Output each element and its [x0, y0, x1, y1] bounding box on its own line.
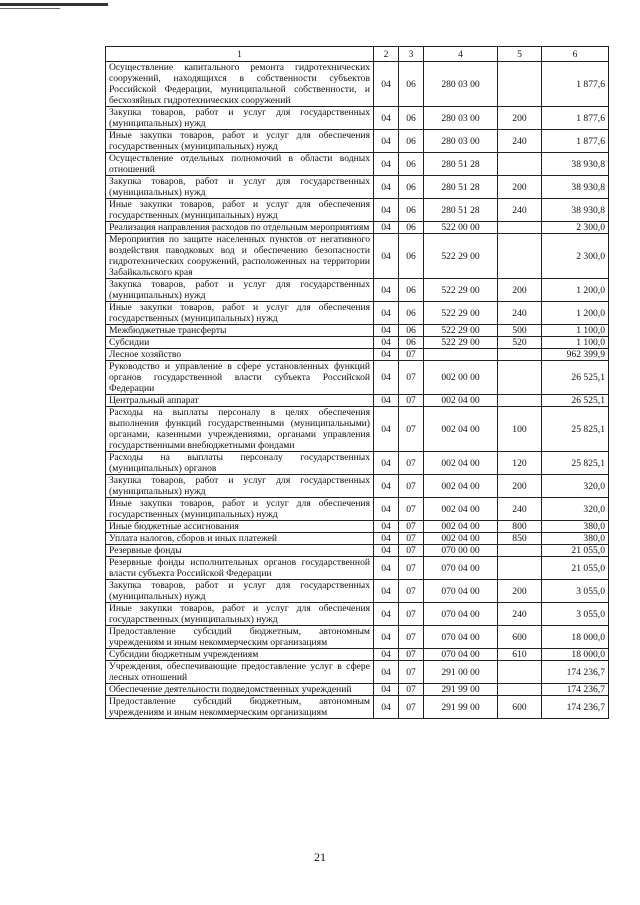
row-target-article: 002 04 00: [424, 407, 498, 452]
row-expense-type: 200: [498, 580, 542, 603]
row-expense-type: [498, 153, 542, 176]
row-name: Осуществление отдельных полномочий в области водных отношений: [106, 153, 374, 176]
row-name: Обеспечение деятельности подведомственных учреждений: [106, 684, 374, 696]
row-subsection: 07: [399, 475, 424, 498]
row-expense-type: 100: [498, 407, 542, 452]
row-target-article: 002 04 00: [424, 521, 498, 533]
table-row: [106, 176, 609, 199]
row-section: 04: [374, 696, 399, 719]
row-section: 04: [374, 107, 399, 130]
row-name: Расходы на выплаты персоналу в целях обеспечения выполнения функций государственными (муниципальными) органами, казенными учреждениями, органами управления государственными внебюджетными фондами: [106, 407, 374, 452]
row-expense-type: 200: [498, 279, 542, 302]
row-subsection: 07: [399, 521, 424, 533]
row-expense-type: [498, 395, 542, 407]
row-target-article: 522 29 00: [424, 234, 498, 279]
row-name: Субсидии бюджетным учреждениям: [106, 649, 374, 661]
row-amount: 26 525,1: [542, 395, 609, 407]
row-subsection: 07: [399, 557, 424, 580]
row-subsection: 07: [399, 498, 424, 521]
row-target-article: 070 04 00: [424, 626, 498, 649]
row-target-article: 002 04 00: [424, 395, 498, 407]
row-target-article: 280 51 28: [424, 153, 498, 176]
table-row: [106, 407, 609, 452]
row-expense-type: 200: [498, 176, 542, 199]
row-target-article: 070 00 00: [424, 545, 498, 557]
table-row: [106, 153, 609, 176]
row-subsection: 07: [399, 696, 424, 719]
row-name: Иные закупки товаров, работ и услуг для обеспечения государственных (муниципальных) нужд: [106, 199, 374, 222]
row-section: 04: [374, 626, 399, 649]
row-target-article: 002 04 00: [424, 452, 498, 475]
header-col-1: 1: [106, 47, 374, 62]
row-target-article: 522 29 00: [424, 325, 498, 337]
row-expense-type: [498, 557, 542, 580]
header-row: [106, 47, 609, 62]
row-subsection: 07: [399, 684, 424, 696]
row-section: 04: [374, 62, 399, 107]
row-subsection: 06: [399, 107, 424, 130]
row-target-article: 291 99 00: [424, 696, 498, 719]
row-subsection: 06: [399, 325, 424, 337]
table-row: [106, 199, 609, 222]
row-target-article: 070 04 00: [424, 580, 498, 603]
row-target-article: 280 03 00: [424, 130, 498, 153]
row-section: 04: [374, 349, 399, 361]
row-subsection: 06: [399, 279, 424, 302]
row-name: Иные закупки товаров, работ и услуг для обеспечения государственных (муниципальных) нужд: [106, 498, 374, 521]
table-row: [106, 545, 609, 557]
row-amount: 2 300,0: [542, 234, 609, 279]
row-name: Межбюджетные трансферты: [106, 325, 374, 337]
row-name: Предоставление субсидий бюджетным, автономным учреждениям и иным некоммерческим организациям: [106, 626, 374, 649]
row-subsection: 07: [399, 395, 424, 407]
row-section: 04: [374, 521, 399, 533]
row-name: Субсидии: [106, 337, 374, 349]
row-expense-type: [498, 234, 542, 279]
row-name: Руководство и управление в сфере установленных функций органов государственной власти субъекта Российской Федерации: [106, 361, 374, 395]
row-target-article: 002 04 00: [424, 475, 498, 498]
row-amount: 962 399,9: [542, 349, 609, 361]
row-name: Закупка товаров, работ и услуг для государственных (муниципальных) нужд: [106, 107, 374, 130]
row-name: Предоставление субсидий бюджетным, автономным учреждениям и иным некоммерческим организациям: [106, 696, 374, 719]
row-name: Закупка товаров, работ и услуг для государственных (муниципальных) нужд: [106, 475, 374, 498]
row-amount: 38 930,8: [542, 176, 609, 199]
row-amount: 1 200,0: [542, 279, 609, 302]
table-row: [106, 626, 609, 649]
row-expense-type: [498, 361, 542, 395]
row-subsection: 06: [399, 130, 424, 153]
row-amount: 25 825,1: [542, 407, 609, 452]
table-row: [106, 533, 609, 545]
table-row: [106, 325, 609, 337]
row-subsection: 07: [399, 349, 424, 361]
table-row: [106, 452, 609, 475]
row-expense-type: 600: [498, 626, 542, 649]
table-row: [106, 649, 609, 661]
row-target-article: 522 29 00: [424, 279, 498, 302]
row-amount: 380,0: [542, 521, 609, 533]
row-subsection: 07: [399, 545, 424, 557]
row-amount: 21 055,0: [542, 545, 609, 557]
row-subsection: 07: [399, 580, 424, 603]
row-amount: 1 100,0: [542, 325, 609, 337]
row-subsection: 07: [399, 407, 424, 452]
row-name: Закупка товаров, работ и услуг для государственных (муниципальных) нужд: [106, 580, 374, 603]
row-section: 04: [374, 661, 399, 684]
row-name: Иные бюджетные ассигнования: [106, 521, 374, 533]
table-row: [106, 234, 609, 279]
top-rule-thin: [0, 8, 60, 9]
row-expense-type: 600: [498, 696, 542, 719]
row-section: 04: [374, 337, 399, 349]
table-row: [106, 603, 609, 626]
row-amount: 18 000,0: [542, 649, 609, 661]
row-amount: 25 825,1: [542, 452, 609, 475]
row-expense-type: [498, 62, 542, 107]
row-name: Уплата налогов, сборов и иных платежей: [106, 533, 374, 545]
row-target-article: 522 00 00: [424, 222, 498, 234]
row-expense-type: 240: [498, 130, 542, 153]
table-row: [106, 337, 609, 349]
row-amount: 320,0: [542, 498, 609, 521]
row-expense-type: [498, 545, 542, 557]
header-col-2: 2: [374, 47, 399, 62]
row-section: 04: [374, 325, 399, 337]
table-row: [106, 62, 609, 107]
row-subsection: 07: [399, 533, 424, 545]
row-target-article: 291 00 00: [424, 661, 498, 684]
row-name: Закупка товаров, работ и услуг для государственных (муниципальных) нужд: [106, 279, 374, 302]
row-amount: 38 930,8: [542, 199, 609, 222]
page-number: 21: [314, 850, 326, 864]
row-amount: 3 055,0: [542, 603, 609, 626]
header-col-4: 4: [424, 47, 498, 62]
row-expense-type: 240: [498, 302, 542, 325]
row-subsection: 06: [399, 234, 424, 279]
row-amount: 18 000,0: [542, 626, 609, 649]
row-subsection: 07: [399, 626, 424, 649]
row-amount: 3 055,0: [542, 580, 609, 603]
row-subsection: 07: [399, 603, 424, 626]
row-amount: 174 236,7: [542, 684, 609, 696]
row-section: 04: [374, 176, 399, 199]
row-subsection: 07: [399, 661, 424, 684]
row-section: 04: [374, 395, 399, 407]
row-section: 04: [374, 407, 399, 452]
row-target-article: 002 00 00: [424, 361, 498, 395]
row-subsection: 06: [399, 62, 424, 107]
row-subsection: 06: [399, 176, 424, 199]
row-expense-type: 120: [498, 452, 542, 475]
row-name: Центральный аппарат: [106, 395, 374, 407]
row-target-article: 522 29 00: [424, 302, 498, 325]
table-row: [106, 661, 609, 684]
row-expense-type: 240: [498, 498, 542, 521]
row-expense-type: 240: [498, 603, 542, 626]
row-amount: 2 300,0: [542, 222, 609, 234]
row-name: Иные закупки товаров, работ и услуг для обеспечения государственных (муниципальных) нужд: [106, 302, 374, 325]
row-name: Резервные фонды: [106, 545, 374, 557]
row-amount: 1 877,6: [542, 107, 609, 130]
row-section: 04: [374, 557, 399, 580]
row-amount: 1 877,6: [542, 62, 609, 107]
row-target-article: 280 51 28: [424, 176, 498, 199]
row-section: 04: [374, 222, 399, 234]
table-row: [106, 130, 609, 153]
table-row: [106, 521, 609, 533]
row-subsection: 07: [399, 361, 424, 395]
row-expense-type: 610: [498, 649, 542, 661]
row-section: 04: [374, 153, 399, 176]
row-section: 04: [374, 603, 399, 626]
row-expense-type: 850: [498, 533, 542, 545]
row-target-article: 280 51 28: [424, 199, 498, 222]
table-row: [106, 222, 609, 234]
row-amount: 21 055,0: [542, 557, 609, 580]
row-target-article: 070 04 00: [424, 557, 498, 580]
row-amount: 380,0: [542, 533, 609, 545]
row-subsection: 07: [399, 452, 424, 475]
row-expense-type: 200: [498, 475, 542, 498]
row-section: 04: [374, 498, 399, 521]
row-name: Мероприятия по защите населенных пунктов от негативного воздействия паводковых вод и обеспечению безопасности гидротехнических сооружений, расположенных на территории Забайкальского края: [106, 234, 374, 279]
header-col-6: 6: [542, 47, 609, 62]
row-target-article: 070 04 00: [424, 603, 498, 626]
row-target-article: 002 04 00: [424, 533, 498, 545]
row-name: Иные закупки товаров, работ и услуг для обеспечения государственных (муниципальных) нужд: [106, 130, 374, 153]
row-expense-type: [498, 349, 542, 361]
row-name: Реализация направления расходов по отдельным мероприятиям: [106, 222, 374, 234]
row-amount: 1 877,6: [542, 130, 609, 153]
row-subsection: 06: [399, 337, 424, 349]
row-amount: 38 930,8: [542, 153, 609, 176]
row-amount: 320,0: [542, 475, 609, 498]
row-subsection: 06: [399, 222, 424, 234]
row-section: 04: [374, 130, 399, 153]
row-amount: 174 236,7: [542, 661, 609, 684]
row-name: Учреждения, обеспечивающие предоставление услуг в сфере лесных отношений: [106, 661, 374, 684]
table-row: [106, 475, 609, 498]
table-row: [106, 696, 609, 719]
table-row: [106, 107, 609, 130]
table-row: [106, 279, 609, 302]
row-name: Лесное хозяйство: [106, 349, 374, 361]
row-amount: 1 200,0: [542, 302, 609, 325]
row-subsection: 07: [399, 649, 424, 661]
budget-table: [105, 46, 609, 719]
row-amount: 26 525,1: [542, 361, 609, 395]
row-name: Закупка товаров, работ и услуг для государственных (муниципальных) нужд: [106, 176, 374, 199]
row-expense-type: [498, 661, 542, 684]
row-target-article: 070 04 00: [424, 649, 498, 661]
row-section: 04: [374, 279, 399, 302]
row-target-article: 280 03 00: [424, 62, 498, 107]
row-name: Иные закупки товаров, работ и услуг для обеспечения государственных (муниципальных) нужд: [106, 603, 374, 626]
row-target-article: [424, 349, 498, 361]
row-target-article: 002 04 00: [424, 498, 498, 521]
row-target-article: 522 29 00: [424, 337, 498, 349]
row-expense-type: [498, 684, 542, 696]
header-col-5: 5: [498, 47, 542, 62]
row-expense-type: 800: [498, 521, 542, 533]
row-section: 04: [374, 545, 399, 557]
row-section: 04: [374, 533, 399, 545]
row-amount: 1 100,0: [542, 337, 609, 349]
row-section: 04: [374, 684, 399, 696]
row-section: 04: [374, 234, 399, 279]
row-target-article: 280 03 00: [424, 107, 498, 130]
row-subsection: 06: [399, 153, 424, 176]
row-expense-type: 520: [498, 337, 542, 349]
row-target-article: 291 99 00: [424, 684, 498, 696]
table-body: [106, 62, 609, 719]
row-section: 04: [374, 452, 399, 475]
row-amount: 174 236,7: [542, 696, 609, 719]
row-name: Резервные фонды исполнительных органов государственной власти субъекта Российской Федерации: [106, 557, 374, 580]
table-row: [106, 395, 609, 407]
row-section: 04: [374, 361, 399, 395]
top-rule: [0, 3, 108, 6]
row-name: Расходы на выплаты персоналу государственных (муниципальных) органов: [106, 452, 374, 475]
row-section: 04: [374, 649, 399, 661]
table-row: [106, 361, 609, 395]
row-section: 04: [374, 580, 399, 603]
table-row: [106, 684, 609, 696]
row-subsection: 06: [399, 199, 424, 222]
row-subsection: 06: [399, 302, 424, 325]
table-row: [106, 302, 609, 325]
row-section: 04: [374, 475, 399, 498]
row-name: Осуществление капитального ремонта гидротехнических сооружений, находящихся в собственности субъектов Российской Федерации, муниципальной собственности, и бесхозяйных гидротехнических сооружений: [106, 62, 374, 107]
row-expense-type: 500: [498, 325, 542, 337]
table-row: [106, 349, 609, 361]
row-section: 04: [374, 302, 399, 325]
row-section: 04: [374, 199, 399, 222]
table-row: [106, 498, 609, 521]
header-col-3: 3: [399, 47, 424, 62]
row-expense-type: 200: [498, 107, 542, 130]
row-expense-type: [498, 222, 542, 234]
table-row: [106, 580, 609, 603]
table-row: [106, 557, 609, 580]
row-expense-type: 240: [498, 199, 542, 222]
